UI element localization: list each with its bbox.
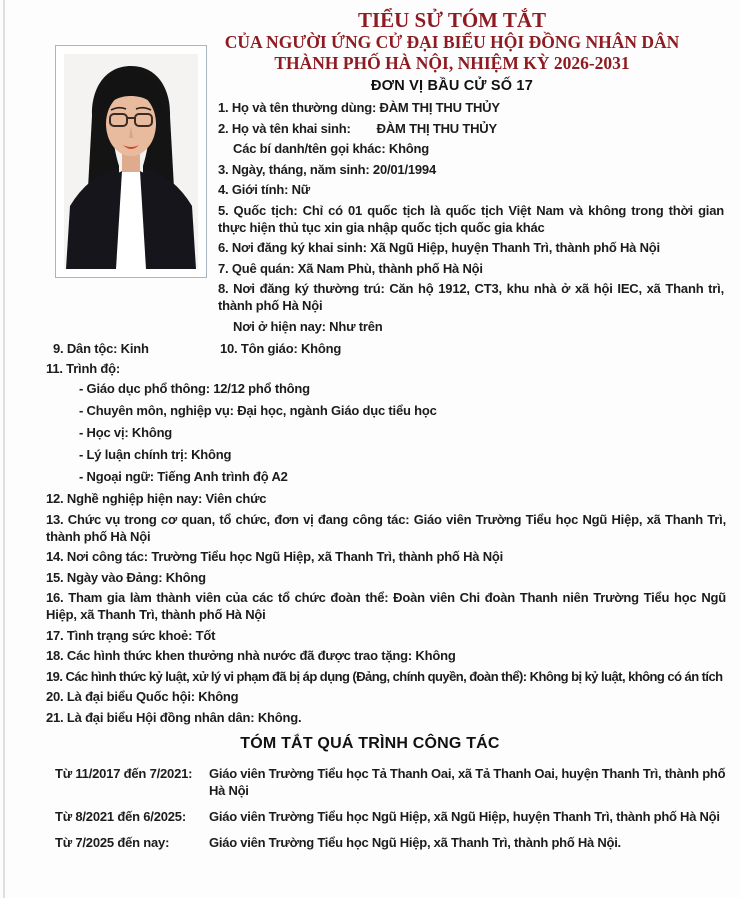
field-organization-membership: 16. Tham gia làm thành viên của các tổ chức đoàn thể: Đoàn viên Chi đoàn Thanh niên Trường Tiểu học Ngũ Hiệp, xã Thanh Trì, thành phố Hà Nội (46, 590, 726, 622)
field-current-residence: Nơi ở hiện nay: Như trên (233, 318, 383, 334)
career-rows (55, 765, 726, 851)
document-header (170, 8, 734, 95)
field-workplace: 14. Nơi công tác: Trường Tiểu học Ngũ Hiệp, xã Thanh Trì, thành phố Hà Nội (46, 549, 504, 564)
career-row (55, 765, 726, 799)
career-summary-title: TÓM TẮT QUÁ TRÌNH CÔNG TÁC (240, 735, 500, 752)
field-general-education: - Giáo dục phổ thông: 12/12 phổ thông (79, 381, 310, 396)
field-gender: 4. Giới tính: Nữ (218, 182, 311, 197)
profile-items-9-21 (46, 341, 726, 729)
field-religion: 10. Tôn giáo: Không (220, 341, 342, 356)
election-unit-line: ĐƠN VỊ BẦU CỬ SỐ 17 (371, 78, 533, 94)
field-ethnicity: 9. Dân tộc: Kinh (53, 341, 149, 356)
field-party-admission: 15. Ngày vào Đảng: Không (46, 569, 206, 585)
field-hometown: 7. Quê quán: Xã Nam Phù, thành phố Hà Nội (218, 260, 483, 276)
field-common-name (218, 99, 724, 116)
field-birth-registration: 6. Nơi đăng ký khai sinh: Xã Ngũ Hiệp, huyện Thanh Trì, thành phố Hà Nội (218, 240, 660, 255)
field-health-status: 17. Tình trạng sức khoẻ: Tốt (46, 627, 216, 643)
field-national-assembly: 20. Là đại biểu Quốc hội: Không (46, 689, 239, 704)
field-state-awards: 18. Các hình thức khen thưởng nhà nước đã được trao tặng: Không (46, 648, 456, 663)
field-birth-name-value: ĐÀM THỊ THU THỦY (376, 120, 497, 136)
field-birth-name-label: 2. Họ và tên khai sinh: (218, 120, 351, 136)
field-academic-degree: - Học vị: Không (79, 425, 173, 440)
field-peoples-council: 21. Là đại biểu Hội đồng nhân dân: Không. (46, 709, 302, 725)
document-subtitle-1: CỦA NGƯỜI ỨNG CỬ ĐẠI BIỂU HỘI ĐỒNG NHÂN DÂN (224, 32, 680, 52)
field-aliases: Các bí danh/tên gọi khác: Không (233, 141, 430, 156)
candidate-photo (55, 45, 207, 278)
ethnicity-religion-row (46, 341, 726, 356)
field-political-theory: - Lý luận chính trị: Không (79, 447, 232, 462)
career-row (55, 808, 726, 825)
field-professional-education: - Chuyên môn, nghiệp vụ: Đại học, ngành Giáo dục tiểu học (79, 403, 437, 418)
document-title: TIỂU SỬ TÓM TẮT (357, 8, 547, 32)
candidate-portrait-image (64, 54, 198, 269)
career-detail: Giáo viên Trường Tiểu học Ngũ Hiệp, xã Ngũ Hiệp, huyện Thanh Trì, thành phố Hà Nội (209, 809, 720, 824)
career-row (55, 834, 726, 851)
career-period: Từ 7/2025 đến nay: (55, 835, 170, 850)
field-education-heading: 11. Trình độ: (46, 360, 120, 376)
field-disciplinary-record: 19. Các hình thức kỷ luật, xử lý vi phạm đã bị áp dụng (Đảng, chính quyền, đoàn thể): Không bị kỷ luật, không có án tích (46, 668, 723, 684)
career-detail: Giáo viên Trường Tiểu học Tả Thanh Oai, xã Tả Thanh Oai, huyện Thanh Trì, thành phố Hà Nội (209, 766, 726, 798)
profile-items-1-8 (218, 99, 724, 338)
field-birth-name (218, 120, 724, 137)
career-summary-section (0, 735, 740, 860)
field-permanent-residence: 8. Nơi đăng ký thường trú: Căn hộ 1912, CT3, khu nhà ở xã hội IEC, xã Thanh trì, thành phố Hà Nội (218, 281, 724, 313)
career-period: Từ 11/2017 đến 7/2021: (55, 766, 193, 781)
field-foreign-language: - Ngoại ngữ: Tiếng Anh trình độ A2 (79, 469, 288, 484)
field-position: 13. Chức vụ trong cơ quan, tổ chức, đơn vị đang công tác: Giáo viên Trường Tiểu học Ngũ Hiệp, xã Thanh Trì, thành phố Hà Nội (46, 511, 726, 544)
field-occupation: 12. Nghề nghiệp hiện nay: Viên chức (46, 491, 267, 506)
field-common-name-label: 1. Họ và tên thường dùng: (218, 100, 377, 115)
career-period: Từ 8/2021 đến 6/2025: (55, 809, 186, 824)
field-birth-date: 3. Ngày, tháng, năm sinh: 20/01/1994 (218, 161, 436, 177)
career-detail: Giáo viên Trường Tiểu học Ngũ Hiệp, xã Thanh Trì, thành phố Hà Nội. (209, 835, 621, 850)
field-common-name-value: ĐÀM THỊ THU THỦY (379, 100, 500, 115)
document-subtitle-2: THÀNH PHỐ HÀ NỘI, NHIỆM KỲ 2026-2031 (274, 53, 630, 73)
field-nationality: 5. Quốc tịch: Chỉ có 01 quốc tịch là quốc tịch Việt Nam và không trong thời gian thực hiện thủ tục xin gia nhập quốc tịch quốc gia khác (218, 202, 724, 235)
